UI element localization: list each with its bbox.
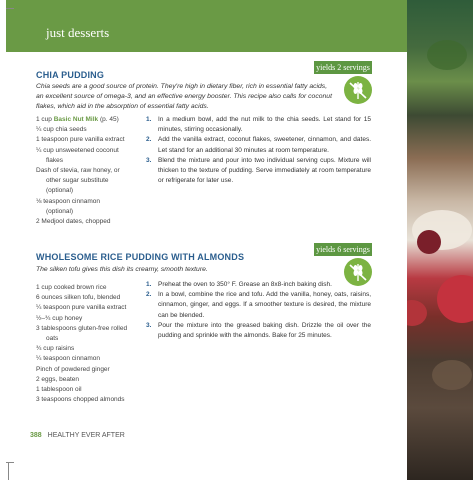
ingredient-item: 2 Medjool dates, chopped [36,218,111,226]
background-food-photo [407,0,473,480]
step-item: 2. In a bowl, combine the rice and tofu. Add the vanilla, honey, oats, raisins, cinnamon, ginger, and eggs. If a smoother texture is desired, the mixture can be blended. [146,291,371,319]
step-item: 2. Add the vanilla extract, coconut flakes, sweetener, cinnamon, and dates. Let stand for an additional 30 minutes at room temperature. [146,136,371,154]
ingredient-item: 3 teaspoons chopped almonds [36,396,125,404]
ingredient-item: 1 cup cooked brown rice [36,284,107,291]
ingredient-item: 1 tablespoon oil [36,386,82,394]
recipe-steps [146,280,371,341]
ingredient-item: oats [46,335,59,343]
ingredient-item: ½–¾ cup honey [36,314,83,322]
ingredient-item: (optional) [46,187,74,195]
page-number: 388 [30,432,42,439]
section-header-bar [6,0,407,52]
ingredient-item: 3 tablespoons gluten-free rolled [36,324,128,332]
cookbook-page [6,0,407,480]
ingredient-item: flakes [46,156,63,164]
ingredient-item: ⅛ teaspoon cinnamon [36,197,100,205]
ingredient-item: Dash of stevia, raw honey, or [36,167,120,175]
recipe-title: WHOLESOME RICE PUDDING WITH ALMONDS [36,252,245,262]
ingredient-item: Pinch of powdered ginger [36,365,110,373]
ingredient-list [36,283,127,405]
ingredient-item: 6 ounces silken tofu, blended [36,294,121,302]
ingredient-item: ¾ cup raisins [36,345,75,353]
gluten-free-wheat-icon [344,76,372,104]
ingredient-item: ¼ cup chia seeds [36,126,87,134]
step-item: 1. In a medium bowl, add the nut milk to the chia seeds. Let stand for 15 minutes, stirring occasionally. [146,116,371,134]
recipe-cross-reference: Basic Nut Milk [53,116,99,123]
step-item: 3. Blend the mixture and pour into two individual serving cups. Mixture will thicken to the texture of pudding. Serve immediately at room temperature or refrigerate for later use. [146,156,371,185]
ingredient-item: other sugar substitute [46,177,109,185]
step-item: 3. Pour the mixture into the greased baking dish. Drizzle the oil over the pudding and sprinkle with the almonds. Bake for 25 minutes. [146,321,371,340]
ingredient-item: (optional) [46,207,74,215]
ingredient-item: ¼ teaspoon pure vanilla extract [36,304,127,312]
ingredient-item: 1 cup Basic Nut Milk (p. 45) [36,116,119,123]
ingredient-item: 1 teaspoon pure vanilla extract [36,136,125,144]
ingredient-item: 2 eggs, beaten [36,375,80,383]
crop-mark [6,8,14,9]
recipe-intro: The silken tofu gives this dish its creamy, smooth texture. [36,266,208,273]
step-item: 1. Preheat the oven to 350° F. Grease an 8x8-inch baking dish. [146,281,332,288]
ingredient-item: ¼ teaspoon cinnamon [36,355,100,363]
recipe-title: CHIA PUDDING [36,70,105,80]
recipe-steps [146,115,371,186]
page-footer [30,432,125,439]
ingredient-item: ¼ cup unsweetened coconut [36,146,119,154]
section-title: just desserts [46,25,110,40]
yields-label: yields 6 servings [314,243,372,256]
yields-label: yields 2 servings [314,61,372,74]
ingredient-list [36,115,125,227]
book-title: HEALTHY EVER AFTER [47,432,125,439]
recipe-intro: Chia seeds are a good source of protein. They're high in dietary fiber, rich in essential fatty acids, an excellent source of omega-3, and an effective energy booster. This recipe also calls for coconut flakes, which aid in the absorption of essential fatty acids. [36,83,332,110]
crop-mark [8,462,9,480]
